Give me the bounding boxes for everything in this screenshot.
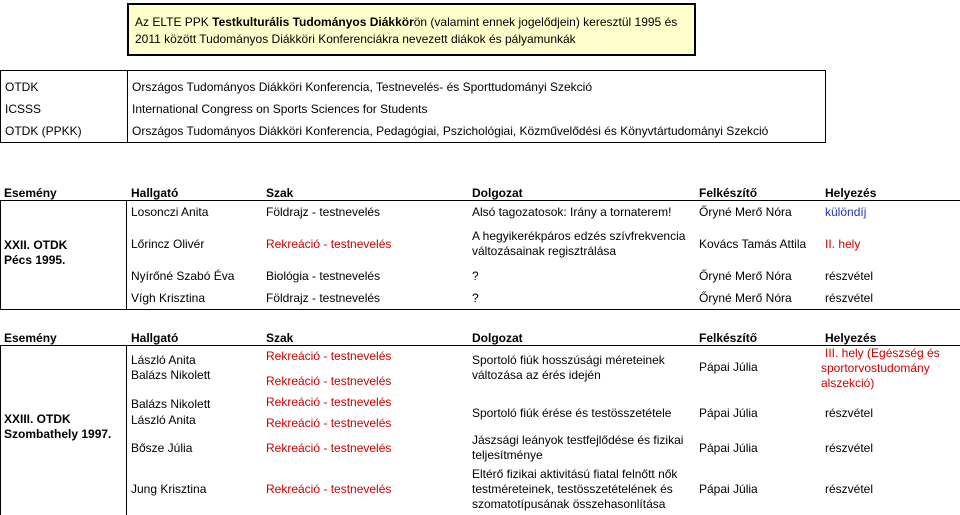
- student: Jung Krisztina: [131, 482, 207, 496]
- event2-left-border: [0, 345, 1, 515]
- placement: részvétel: [825, 269, 874, 283]
- paper: Sportoló fiúk érése és testösszetétele: [472, 406, 672, 420]
- header-placement: Helyezés: [825, 186, 877, 200]
- header-student: Hallgató: [131, 331, 179, 345]
- major-1: Rekreáció - testnevelés: [266, 395, 392, 409]
- placement-line-3: alszekció): [821, 376, 875, 390]
- advisor: Őryné Merő Nóra: [699, 291, 792, 305]
- event2-place-date: Szombathely 1997.: [4, 427, 112, 441]
- intro-bold: Testkulturális Tudományos Diákkör: [212, 15, 414, 29]
- paper-line-2: testméreteinek, testösszetételének és: [472, 482, 673, 496]
- advisor: Pápai Júlia: [699, 406, 758, 420]
- abbr-otdk-ppkk-meaning: Országos Tudományos Diákköri Konferencia, Pedagógiai, Pszichológiai, Közművelődési és Könyvtártudományi Szekció: [132, 124, 769, 138]
- event1-name: XXII. OTDK: [4, 238, 68, 252]
- student: Vígh Krisztina: [131, 291, 206, 305]
- student: Losonczi Anita: [131, 205, 209, 219]
- paper-line-2: teljesítménye: [472, 448, 543, 462]
- student-1: László Anita: [131, 353, 196, 367]
- intro-line-1: [135, 14, 694, 31]
- intro-suffix: ön (valamint ennek jogelődjein) keresztül 1995 és: [413, 15, 678, 29]
- abbr-otdk-ppkk: OTDK (PPKK): [5, 124, 82, 138]
- major: Rekreáció - testnevelés: [266, 441, 392, 455]
- header-advisor: Felkészítő: [699, 186, 758, 200]
- placement: részvétel: [825, 441, 874, 455]
- intro-line-2: 2011 között Tudományos Diákköri Konferenciákra nevezett diákok és pályamunkák: [135, 32, 576, 46]
- student: Bősze Júlia: [131, 441, 193, 455]
- header-event: Esemény: [4, 331, 57, 345]
- student-1: Balázs Nikolett: [131, 397, 211, 411]
- paper: [472, 229, 685, 259]
- major: Rekreáció - testnevelés: [266, 237, 392, 251]
- placement: részvétel: [825, 482, 874, 496]
- paper: [472, 353, 665, 383]
- paper-line-2: változása az érés idején: [472, 368, 601, 382]
- paper-line-1: A hegyikerékpáros edzés szívfrekvencia: [472, 229, 686, 243]
- major: Biológia - testnevelés: [266, 269, 381, 283]
- major-1: Rekreáció - testnevelés: [266, 349, 392, 363]
- major: Rekreáció - testnevelés: [266, 482, 392, 496]
- placement: részvétel: [825, 406, 874, 420]
- student-2: Balázs Nikolett: [131, 368, 211, 382]
- placement-line-2: sportorvostudomány: [821, 361, 930, 375]
- abbr-icsss-meaning: International Congress on Sports Sciences for Students: [132, 102, 428, 116]
- placement: különdíj: [825, 205, 867, 219]
- intro-prefix: Az ELTE PPK: [135, 15, 213, 29]
- advisor: Őryné Merő Nóra: [699, 205, 792, 219]
- abbreviations-box: [0, 70, 826, 143]
- advisor: Kovács Tamás Attila: [699, 237, 807, 251]
- paper-line-2: változásainak regisztrálása: [472, 244, 617, 258]
- placement-line-1: III. hely (Egészség és: [825, 346, 940, 360]
- advisor: Pápai Júlia: [699, 360, 758, 374]
- event1-bottom-border: [0, 309, 960, 310]
- student-2: László Anita: [131, 413, 196, 427]
- header-student: Hallgató: [131, 186, 179, 200]
- advisor: Pápai Júlia: [699, 482, 758, 496]
- paper-line-1: Eltérő fizikai aktivitású fiatal felnőtt nők: [472, 467, 678, 481]
- paper: ?: [472, 269, 479, 283]
- header-placement: Helyezés: [825, 331, 877, 345]
- paper-line-1: Sportoló fiúk hosszúsági méreteinek: [472, 353, 665, 367]
- intro-box: [127, 3, 696, 56]
- event1-divider: [126, 200, 127, 309]
- placement: II. hely: [825, 237, 861, 251]
- event1-place-date: Pécs 1995.: [4, 253, 66, 267]
- student: Nyírőné Szabó Éva: [131, 269, 235, 283]
- event1-label: [4, 238, 67, 268]
- abbr-icsss: ICSSS: [5, 102, 42, 116]
- header-advisor: Felkészítő: [699, 331, 758, 345]
- paper: Alsó tagozatosok: Irány a tornaterem!: [472, 205, 672, 219]
- paper: [472, 467, 677, 512]
- advisor: Őryné Merő Nóra: [699, 269, 792, 283]
- paper: ?: [472, 291, 479, 305]
- placement: [821, 346, 940, 391]
- abbr-otdk-meaning: Országos Tudományos Diákköri Konferencia, Testnevelés- és Sporttudományi Szekció: [132, 80, 593, 94]
- event1-left-border: [0, 200, 1, 309]
- paper-line-1: Jászsági leányok testfejlődése és fizikai: [472, 433, 684, 447]
- event2-divider: [126, 345, 127, 515]
- abbr-otdk: OTDK: [5, 80, 39, 94]
- advisor: Pápai Júlia: [699, 441, 758, 455]
- major: Földrajz - testnevelés: [266, 205, 381, 219]
- abbr-divider: [127, 71, 128, 142]
- paper-line-3: szomatotípusának összehasonlítása: [472, 497, 666, 511]
- table1-top-border: [0, 200, 960, 201]
- event2-label: [4, 412, 111, 442]
- major-2: Rekreáció - testnevelés: [266, 416, 392, 430]
- placement: részvétel: [825, 291, 874, 305]
- header-paper: Dolgozat: [472, 186, 523, 200]
- student: Lőrincz Olivér: [131, 237, 205, 251]
- header-event: Esemény: [4, 186, 57, 200]
- header-major: Szak: [266, 186, 294, 200]
- header-major: Szak: [266, 331, 294, 345]
- header-paper: Dolgozat: [472, 331, 523, 345]
- event2-name: XXIII. OTDK: [4, 412, 71, 426]
- paper: [472, 433, 683, 463]
- major: Földrajz - testnevelés: [266, 291, 381, 305]
- table2-top-border: [0, 345, 960, 346]
- major-2: Rekreáció - testnevelés: [266, 374, 392, 388]
